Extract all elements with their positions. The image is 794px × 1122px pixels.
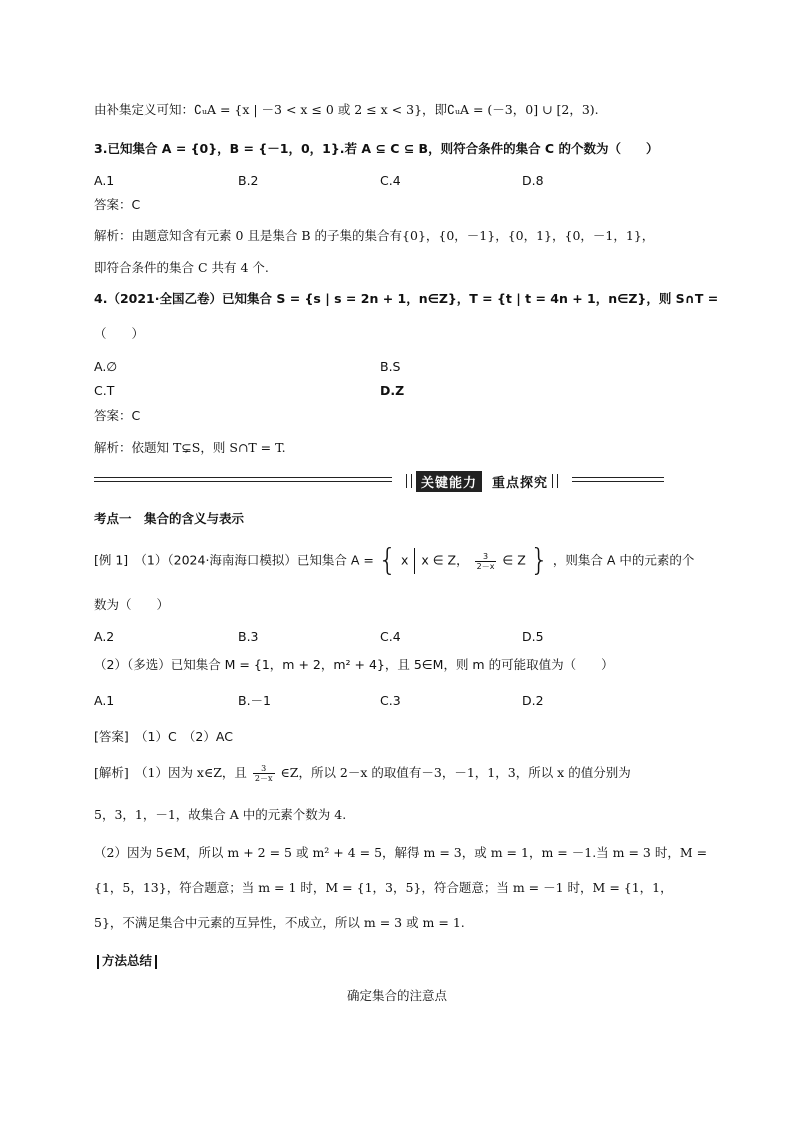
analysis-fraction-numerator: 3 bbox=[253, 764, 275, 774]
q4-option-b: B.S bbox=[380, 359, 401, 374]
divider-box-label: 关键能力 bbox=[416, 471, 482, 492]
method-heading: 确定集合的注意点 bbox=[346, 988, 447, 1003]
example-1-line-2: 数为（ ） bbox=[94, 597, 170, 612]
divider-rule-bottom bbox=[94, 481, 664, 482]
example-1-analysis-1 bbox=[94, 764, 631, 783]
section-title: 考点一 集合的含义与表示 bbox=[94, 511, 245, 526]
example-1-part-2-stem: （2）（多选）已知集合 M = {1，m + 2，m² + 4}，且 5∈M，则 m 的可能取值为（ ） bbox=[94, 657, 614, 672]
q3-option-a: A.1 bbox=[94, 173, 115, 188]
fraction-numerator: 3 bbox=[475, 552, 497, 562]
set-var: x bbox=[400, 552, 409, 568]
example-1-suffix: ，则集合 A 中的元素的个 bbox=[552, 552, 695, 568]
q4-answer: 答案：C bbox=[94, 408, 141, 423]
method-mark-left bbox=[97, 955, 99, 969]
question-4-stem: 4.（2021·全国乙卷）已知集合 S = {s | s = 2n + 1，n∈Z}，T = {t | t = 4n + 1，n∈Z}，则 S∩T = bbox=[94, 291, 719, 306]
question-3-stem bbox=[94, 140, 658, 158]
question-3-text: 3.已知集合 A = {0}，B = {－1，0，1}.若 A ⊆ C ⊆ B，则符合条件的集合 C 的个数为（ ） bbox=[94, 141, 659, 156]
ex1p2-option-a: A.1 bbox=[94, 693, 115, 708]
set-cond-2: ∈ Z bbox=[502, 552, 526, 568]
q3-answer: 答案：C bbox=[94, 197, 141, 212]
question-4-paren: （ ） bbox=[94, 326, 145, 341]
q3-option-c: C.4 bbox=[380, 173, 401, 188]
set-cond-1: x ∈ Z， bbox=[421, 552, 469, 568]
fraction-denominator: 2－x bbox=[476, 561, 495, 571]
analysis-1-part-a: [解析] （1）因为 x∈Z，且 bbox=[94, 765, 247, 780]
set-bar bbox=[414, 548, 415, 574]
complement-line: 由补集定义可知：∁ᵤA = {x | －3 < x ≤ 0 或 2 ≤ x < 3}，即∁ᵤA = (－3，0] ∪ [2，3). bbox=[94, 102, 599, 117]
ex1p2-option-b: B.－1 bbox=[238, 693, 272, 708]
q4-analysis: 解析：依题知 T⊊S，则 S∩T = T. bbox=[94, 440, 286, 455]
example-1-answer: [答案] （1）C （2）AC bbox=[94, 729, 233, 744]
method-mark-right bbox=[155, 955, 157, 969]
divider-cap-right bbox=[552, 474, 558, 488]
method-summary-title bbox=[94, 951, 160, 969]
divider-label bbox=[392, 471, 572, 491]
divider-text: 重点探究 bbox=[492, 475, 549, 491]
ex1p2-option-c: C.3 bbox=[380, 693, 401, 708]
example-1-analysis-2-line-2: {1，5，13}，符合题意；当 m = 1 时，M = {1，3，5}，符合题意；当 m = －1 时，M = {1，1， bbox=[94, 880, 673, 895]
q3-analysis-line-2: 即符合条件的集合 C 共有 4 个. bbox=[94, 260, 269, 275]
example-1-stem bbox=[94, 543, 695, 578]
set-fraction bbox=[475, 552, 497, 571]
ex1-option-d: D.5 bbox=[522, 629, 544, 644]
ex1p2-option-d: D.2 bbox=[522, 693, 544, 708]
q3-analysis-line-1: 解析：由题意知含有元素 0 且是集合 B 的子集的集合有{0}，{0，－1}，{0，1}，{0，－1，1}， bbox=[94, 228, 655, 243]
q3-option-d: D.8 bbox=[522, 173, 544, 188]
section-divider bbox=[94, 471, 664, 493]
q4-option-a: A.∅ bbox=[94, 359, 118, 374]
ex1-option-a: A.2 bbox=[94, 629, 115, 644]
analysis-fraction-denominator: 2－x bbox=[254, 774, 273, 783]
left-brace: { bbox=[377, 543, 397, 578]
q4-option-d: D.Z bbox=[380, 383, 405, 398]
analysis-1-part-b: ∈Z，所以 2－x 的取值有－3，－1，1，3，所以 x 的值分别为 bbox=[280, 765, 631, 780]
ex1-option-c: C.4 bbox=[380, 629, 401, 644]
q4-option-c: C.T bbox=[94, 383, 115, 398]
method-title-text: 方法总结 bbox=[102, 953, 153, 968]
right-brace: } bbox=[529, 543, 549, 578]
example-1-analysis-line-2: 5，3，1，－1，故集合 A 中的元素个数为 4. bbox=[94, 807, 347, 822]
example-1-prefix: [例 1] （1）（2024·海南海口模拟）已知集合 A = bbox=[94, 552, 374, 568]
q3-option-b: B.2 bbox=[238, 173, 259, 188]
ex1-option-b: B.3 bbox=[238, 629, 259, 644]
analysis-fraction bbox=[253, 764, 275, 783]
divider-cap-left bbox=[406, 474, 412, 488]
example-1-analysis-2-line-3: 5}，不满足集合中元素的互异性，不成立，所以 m = 3 或 m = 1. bbox=[94, 915, 465, 930]
divider-rule-top bbox=[94, 477, 664, 478]
example-1-analysis-2-line-1: （2）因为 5∈M，所以 m + 2 = 5 或 m² + 4 = 5，解得 m = 3，或 m = 1，m = －1.当 m = 3 时，M = bbox=[94, 845, 708, 860]
